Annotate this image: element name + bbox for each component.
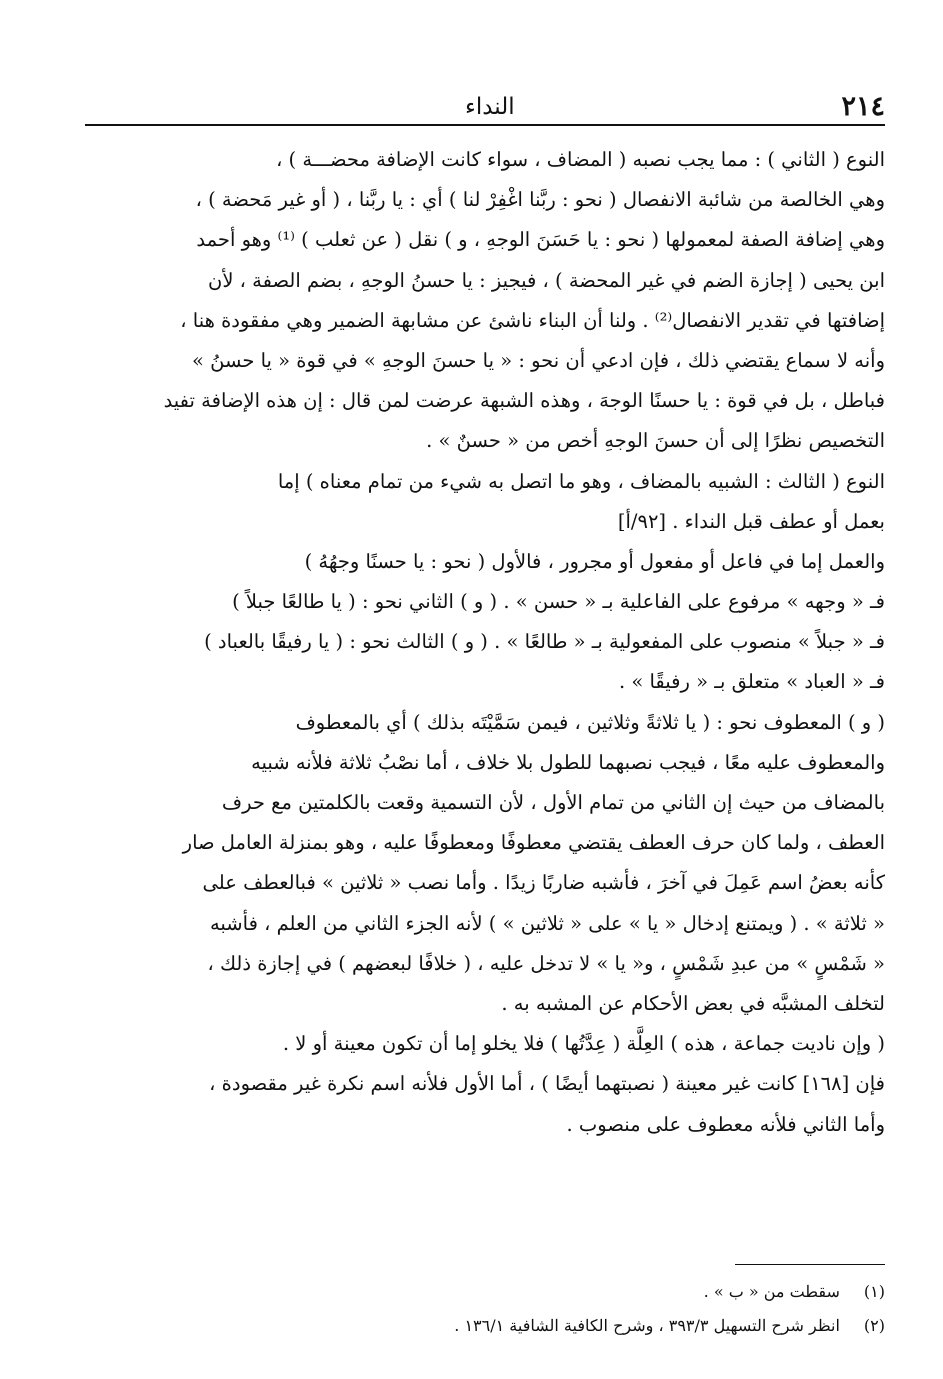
footnote-divider [735, 1264, 885, 1265]
text-line: « شَمْسٍ » من عبدِ شَمْسٍ ، و« يا » لا تدخل عليه ، ( خلافًا لبعضهم ) في إجازة ذلك ، [207, 951, 885, 975]
text-line: فباطل ، بل في قوة : يا حسنًا الوجهَ ، وهذه الشبهة عرضت لمن قال : إن هذه الإضافة تفيد [163, 389, 885, 413]
page-number: ٢١٤ [841, 91, 885, 122]
footnote [85, 1309, 885, 1343]
text-line: التخصيص نظرًا إلى أن حسنَ الوجهِ أخص من « حسنٌ » . [426, 429, 885, 453]
text-line: فإن [١٦٨] كانت غير معينة ( نصبتهما أيضًا ) ، أما الأول فلأنه اسم نكرة غير مقصودة ، [209, 1072, 885, 1096]
footnote-number: (١) [863, 1282, 885, 1301]
footnote [85, 1275, 885, 1309]
text-line: ( و ) المعطوف نحو : ( يا ثلاثةً وثلاثين ، فيمن سَمَّيْتَه بذلك ) أي بالمعطوف [295, 710, 885, 734]
running-title: النداء [465, 94, 515, 120]
footnote-text: انظر شرح التسهيل ٣٩٣/٣ ، وشرح الكافية الشافية ١٣٦/١ . [454, 1316, 840, 1335]
footnote-number: (٢) [863, 1316, 885, 1335]
text-line: إضافتها في تقدير الانفصال⁽²⁾ . ولنا أن البناء ناشئ عن مشابهة الضمير وهي مفقودة هنا ، [180, 308, 885, 332]
text-line: « ثلاثة » . ( ويمتنع إدخال « يا » على « ثلاثين » ) لأنه الجزء الثاني من العلم ، فأشبه [209, 911, 885, 935]
text-line: وأما الثاني فلأنه معطوف على منصوب . [566, 1112, 885, 1136]
text-line: فـ « وجهه » مرفوع على الفاعلية بـ « حسن » . ( و ) الثاني نحو : ( يا طالعًا جبلاً ) [232, 590, 885, 614]
text-line: كأنه بعضُ اسم عَمِلَ في آخرَ ، فأشبه ضاربًا زيدًا . وأما نصب « ثلاثين » فبالعطف على [202, 871, 885, 895]
text-line: فـ « العباد » متعلق بـ « رفيقًا » . [618, 670, 885, 694]
text-line: بعمل أو عطف قبل النداء . [٩٢/أ] [617, 509, 885, 533]
text-line: وهي الخالصة من شائبة الانفصال ( نحو : ربَّنا اغْفِرْ لنا ) أي : يا ربَّنا ، ( أو غير مَحضة ) ، [195, 188, 885, 212]
footnote-text: سقطت من « ب » . [703, 1282, 840, 1301]
text-line: النوع ( الثالث : الشبيه بالمضاف ، وهو ما اتصل به شيء من تمام معناه ) إما [277, 469, 885, 493]
text-line: العطف ، ولما كان حرف العطف يقتضي معطوفًا ومعطوفًا عليه ، وهو بمنزلة العامل صار [182, 831, 885, 855]
text-line: ابن يحيى ( إجازة الضم في غير المحضة ) ، فيجيز : يا حسنُ الوجهِ ، بضم الصفة ، لأن [208, 268, 885, 292]
text-line: بالمضاف من حيث إن الثاني من تمام الأول ، لأن التسمية وقعت بالكلمتين مع حرف [221, 791, 885, 814]
text-line: لتخلف المشبَّه في بعض الأحكام عن المشبه به . [501, 991, 885, 1015]
text-line: فـ « جبلاً » منصوب على المفعولية بـ « طالعًا » . ( و ) الثالث نحو : ( يا رفيقًا بالعباد ) [204, 630, 885, 654]
text-line: والمعطوف عليه معًا ، فيجب نصبهما للطول بلا خلاف ، أما نصْبُ ثلاثة فلأنه شبيه [251, 750, 885, 774]
body-text [85, 140, 885, 1145]
page-header [85, 86, 885, 126]
text-line: النوع ( الثاني ) : مما يجب نصبه ( المضاف ، سواء كانت الإضافة محضـــة ) ، [276, 148, 885, 171]
footnotes [85, 1275, 885, 1343]
text-line: ( وإن ناديت جماعة ، هذه ) العِلَّة ( عِدَّتُها ) فلا يخلو إما أن تكون معينة أو لا . [282, 1032, 885, 1056]
text-line: وأنه لا سماع يقتضي ذلك ، فإن ادعي أن نحو : « يا حسنَ الوجهِ » في قوة « يا حسنُ » [191, 348, 885, 372]
text-line: وهي إضافة الصفة لمعمولها ( نحو : يا حَسَنَ الوجهِ ، و ) نقل ( عن ثعلب ) ⁽¹⁾ وهو أحمد [196, 228, 885, 252]
text-line: والعمل إما في فاعل أو مفعول أو مجرور ، فالأول ( نحو : يا حسنًا وجهُهُ ) [304, 549, 885, 573]
